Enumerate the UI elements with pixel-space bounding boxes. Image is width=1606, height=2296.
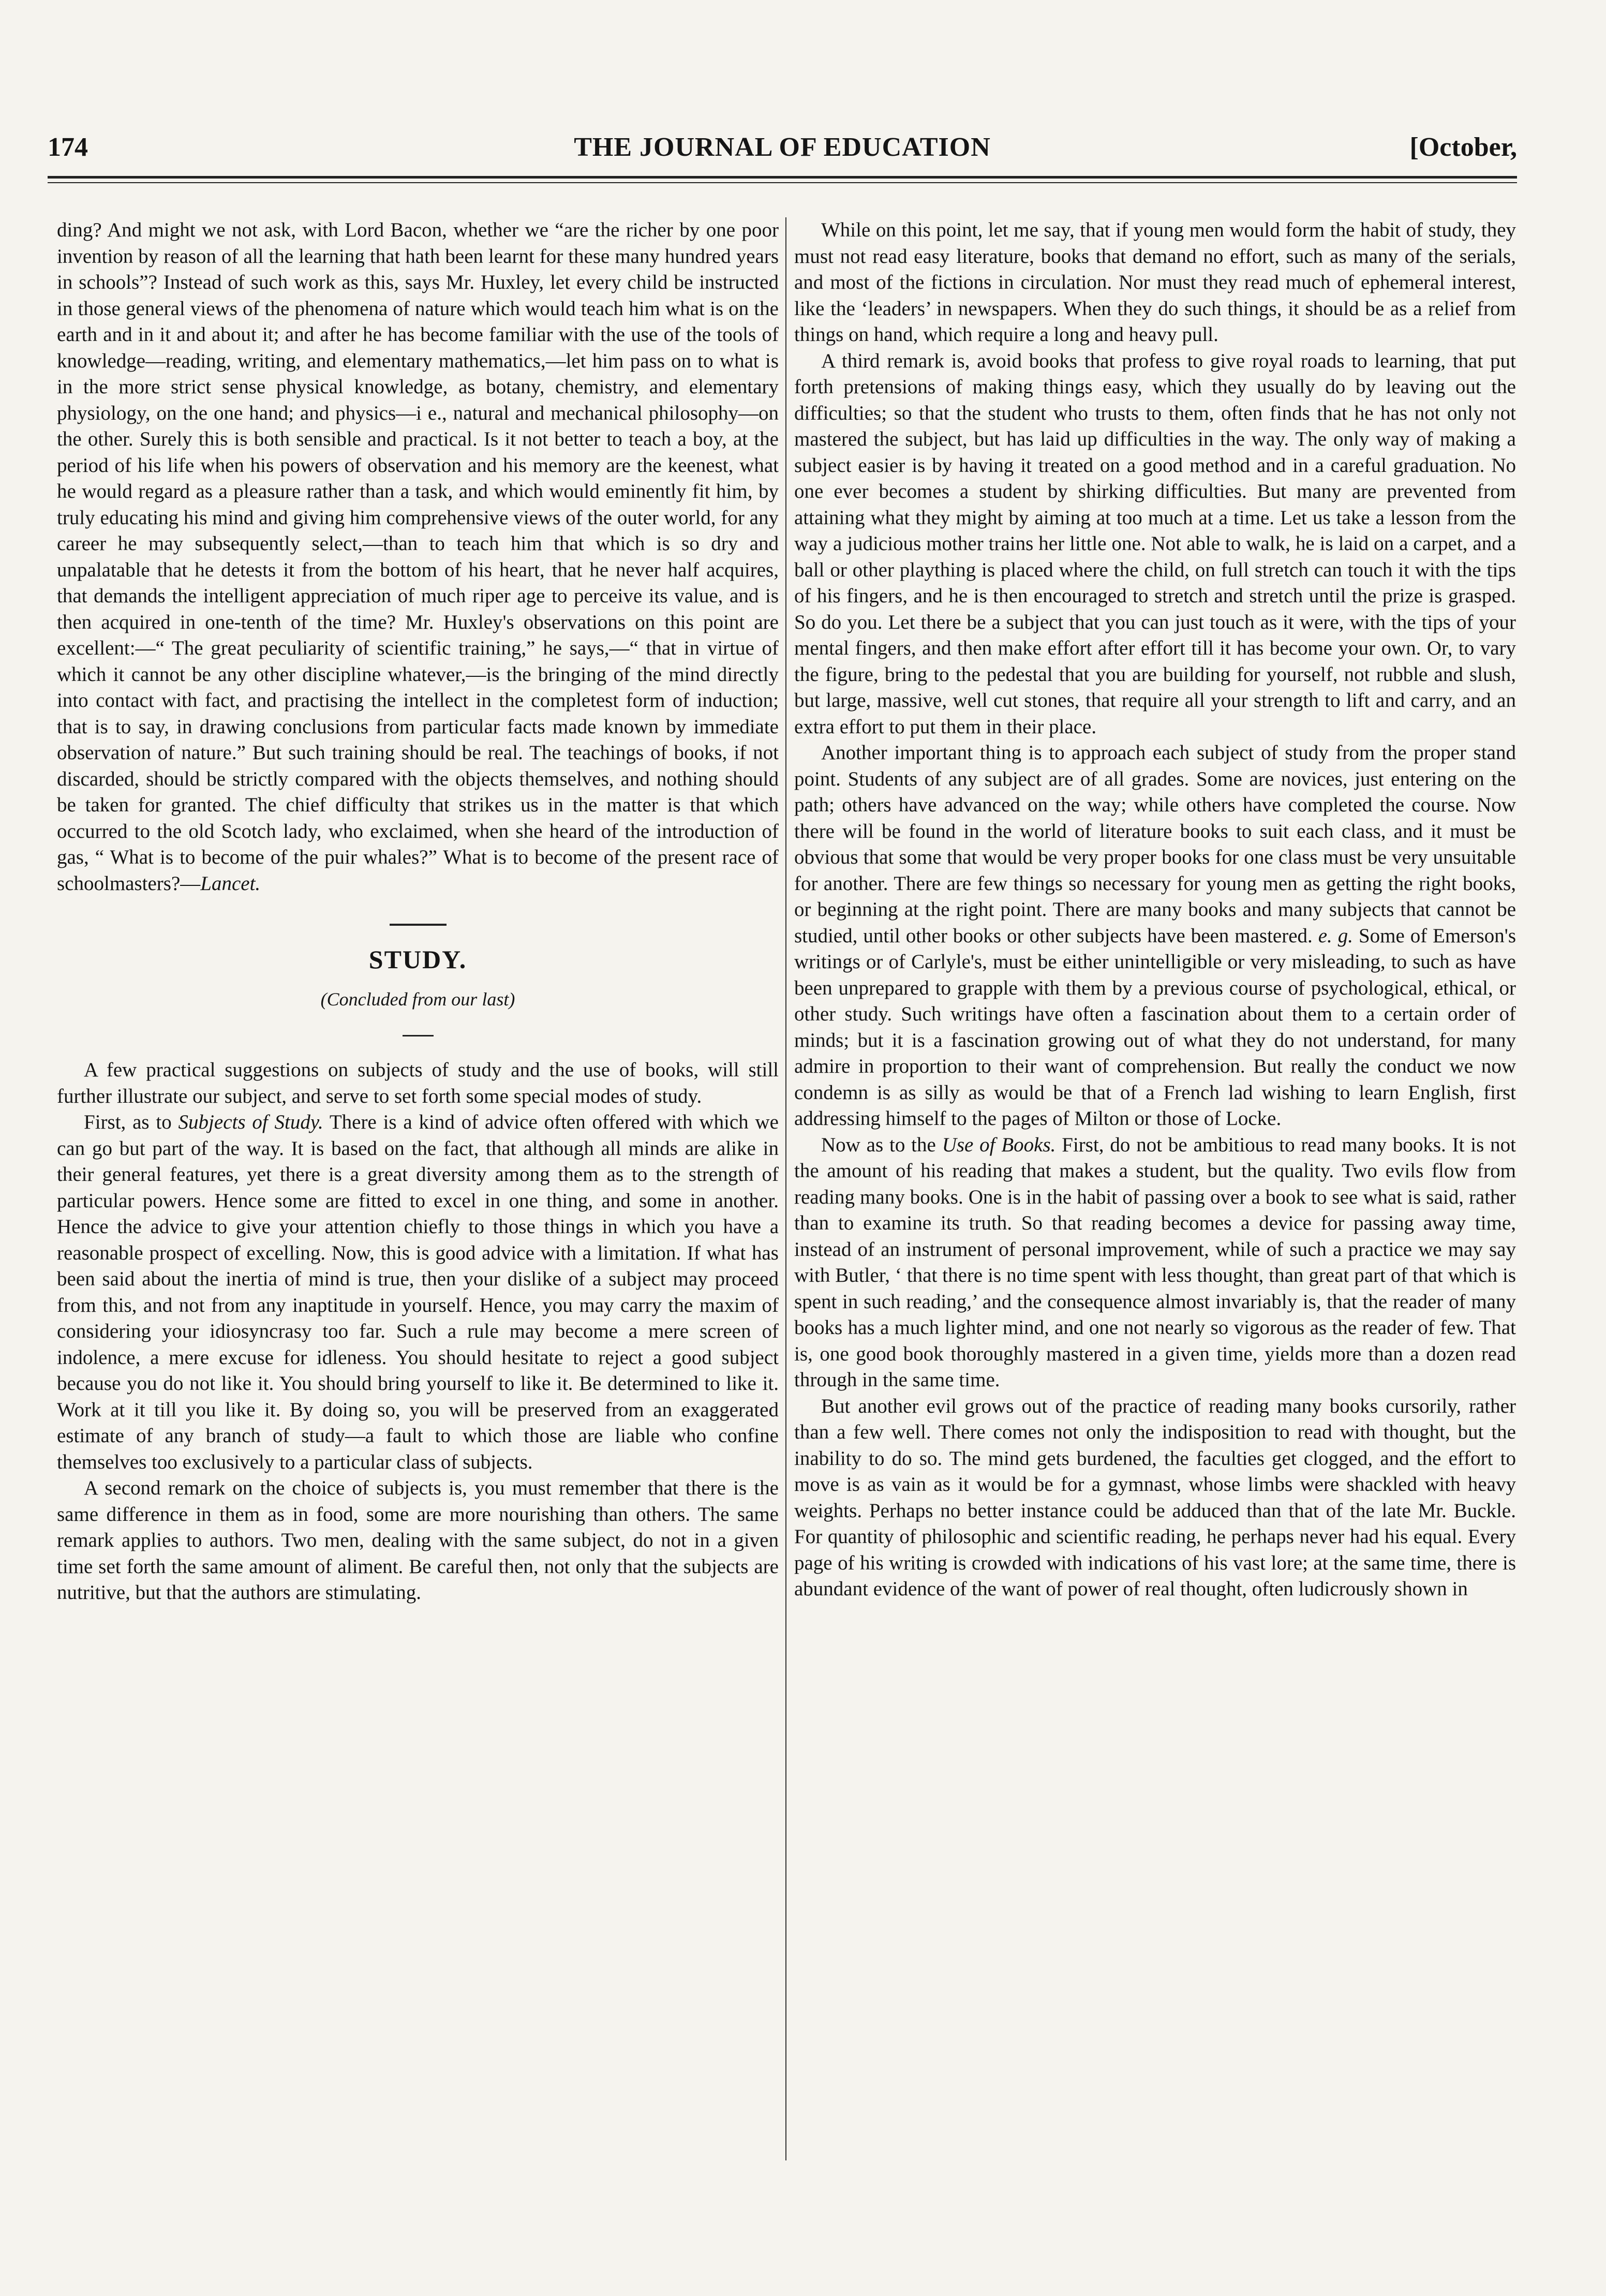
journal-title: THE JOURNAL OF EDUCATION xyxy=(574,132,991,162)
paragraph: A third remark is, avoid books that profess to give royal roads to learning, that put forth pretensions of making things easy, which they usually do by leaving out the difficulties; so that the student who trusts to them, often finds that he has not only not mastered the subject, but has laid up difficulties in the way. The only way of making a subject easier is by having it treated on a good method and in a careful graduation. No one ever becomes a student by shirking difficulties. But many are prevented from attaining what they might by aiming at too much at a time. Let us take a lesson from the way a judicious mother trains her little one. Not able to walk, he is laid on a carpet, and a ball or other plaything is placed where the child, on full stretch can touch it with the tips of his fingers, and he is then encouraged to stretch and stretch until the prize is grasped. So do you. Let there be a subject that you can just touch as it were, with the tips of your mental fingers, and then make effort after effort till it has become your own. Or, to vary the figure, bring to the pedestal that you are building for yourself, not rubble and slush, but large, massive, well cut stones, that require all your strength to lift and carry, and an extra effort to put them in their place. xyxy=(794,349,1516,738)
left-column xyxy=(57,217,779,1606)
paragraph: Another important thing is to approach each subject of study from the proper stand point. Students of any subject are of all grades. Some are novices, just entering on the path; others have advanced on the way; while others have completed the course. Now there will be found in the world of literature books to suit each class, and it must be obvious that some that would be very proper books for one class must be very unsuitable for another. There are few things so necessary for young men as getting the right books, or beginning at the right point. There are many books and many subjects that cannot be studied, until other books or other subjects have been mastered. e. g. Some of Emerson's writings or of Carlyle's, must be either unintelligible or very misleading, to such as have been unprepared to grapple with them by a previous course of psychological, ethical, or other study. Such writings have often a fascination about them to a certain order of minds; but it is a fascination growing out of what they do not understand, for many admire in proportion to their want of comprehension. But really the conduct we now condemn is as silly as would be that of a French lad wishing to learn English, first addressing himself to the pages of Milton or those of Locke. xyxy=(794,742,1516,1130)
article-subheading: (Concluded from our last) xyxy=(320,988,515,1010)
paragraph: While on this point, let me say, that if young men would form the habit of study, they must not read easy literature, books that demand no effort, such as many of the serials, and most of the fictions in circulation. Nor must they read much of ephemeral interest, like the ‘leaders’ in newspapers. When they do such things, it should be as a relief from things on hand, which require a long and heavy pull. xyxy=(794,219,1516,346)
paragraph: But another evil grows out of the practice of reading many books cursorily, rather than a few well. There comes not only the indisposition to read with thought, but the inability to do so. The mind gets burdened, the faculties get clogged, and the effort to move is as vain as it would be for a gymnast, whose limbs were shackled with heavy weights. Perhaps no better instance could be adduced than that of the late Mr. Buckle. For quantity of philosophic and scientific reading, he perhaps never had his equal. Every page of his writing is crowded with indications of his vast lore; at the same time, there is abundant evidence of the want of power of real thought, often ludicrously shown in xyxy=(794,1395,1516,1600)
paragraph: A second remark on the choice of subjects is, you must remember that there is the same difference in them as in food, some are more nourishing than others. The same remark applies to authors. Two men, dealing with the same subject, do not in a given time set forth the same amount of aliment. Be careful then, not only that the subjects are nutritive, but that the authors are stimulating. xyxy=(57,1477,779,1604)
column-divider xyxy=(785,217,786,2160)
paragraph: Now as to the Use of Books. First, do not be ambitious to read many books. It is not the amount of his reading that makes a student, but the quality. Two evils flow from reading many books. One is in the habit of passing over a book to see what is said, rather than to examine its truth. So that reading becomes a device for passing away time, instead of an instrument of personal improvement, while of such a practice we may say with Butler, ‘ that there is no time spent with less thought, than great part of that which is spent in such reading,’ and the consequence almost invariably is, that the reader of many books has a much lighter mind, and one not nearly so vigorous as the reader of few. That is, one good book thoroughly mastered in a given time, yields more than a dozen read through in the same time. xyxy=(794,1133,1516,1391)
paragraph: A few practical suggestions on subjects of study and the use of books, will still further illustrate our subject, and serve to set forth some special modes of study. xyxy=(57,1059,779,1107)
article-heading: STUDY. xyxy=(368,945,467,974)
running-header xyxy=(48,132,1517,173)
section-rule xyxy=(390,924,447,926)
header-month: [October, xyxy=(1409,132,1517,162)
page-number: 174 xyxy=(48,132,88,162)
header-rule-thick xyxy=(48,176,1517,179)
paragraph: ding? And might we not ask, with Lord Bacon, whether we “are the richer by one poor invention by reason of all the learning that hath been learnt for these many hundred years in schools”? Instead of such work as this, says Mr. Huxley, let every child be instructed in those general views of the phenomena of nature which would teach him what is on the earth and in it and about it; and after he has become familiar with the use of the tools of knowledge—reading, writing, and elementary mathematics,—let him pass on to what is in the more strict sense physical knowledge, as botany, chemistry, and elementary physiology, on the one hand; and physics—i e., natural and mechanical philosophy—on the other. Surely this is both sensible and practical. Is it not better to teach a boy, at the period of his life when his powers of observation and his memory are the keenest, what he would regard as a pleasure rather than a task, and which would eminently fit him, by truly educating his mind and giving him comprehensive views of the outer world, for any career he may subsequently select,—than to teach him that which is so dry and unpalatable that he detests it from the bottom of his heart, that he never half acquires, that demands the intelligent appreciation of much riper age to perceive its value, and is then acquired in one-tenth of the time? Mr. Huxley's observations on this point are excellent:—“ The great peculiarity of scientific training,” he says,—“ that in virtue of which it cannot be any other discipline whatever,—is the bringing of the mind directly into contact with fact, and practising the intellect in the completest form of induction; that is to say, in drawing conclusions from particular facts made known by immediate observation of nature.” But such training should be real. The teachings of books, if not discarded, should be strictly compared with the objects themselves, and nothing should be taken for granted. The chief difficulty that strikes us in the matter is that which occurred to the old Scotch lady, who exclaimed, when she heard of the introduction of gas, “ What is to become of the puir whales?” What is to become of the present race of schoolmasters?—Lancet. xyxy=(57,219,779,895)
header-rule-thin xyxy=(48,182,1517,183)
right-column xyxy=(794,217,1516,1603)
article-heading-block xyxy=(57,924,779,1036)
paragraph: First, as to Subjects of Study. There is a kind of advice often offered with which we can go but part of the way. It is based on the fact, that although all minds are alike in their general features, yet there is a great diversity among them as to the strength of particular powers. Hence some are fitted to excel in one thing, and some in another. Hence the advice to give your attention chiefly to those things in which you have a reasonable prospect of excelling. Now, this is good advice with a limitation. If what has been said about the inertia of mind is true, then your dislike of a subject may proceed from this, and not from any inaptitude in yourself. Hence, you may carry the maxim of considering your idiosyncrasy too far. Such a rule may become a mere screen of indolence, a mere excuse for idleness. You should hesitate to reject a good subject because you do not like it. You should bring yourself to like it. Be determined to like it. Work at it till you like it. By doing so, you will be preserved from an exaggerated estimate of any branch of study—a fault to which those are liable who confine themselves too exclusively to a particular class of subjects. xyxy=(57,1111,779,1473)
source-citation: Lancet. xyxy=(200,872,261,895)
subheading-dash xyxy=(403,1035,434,1036)
